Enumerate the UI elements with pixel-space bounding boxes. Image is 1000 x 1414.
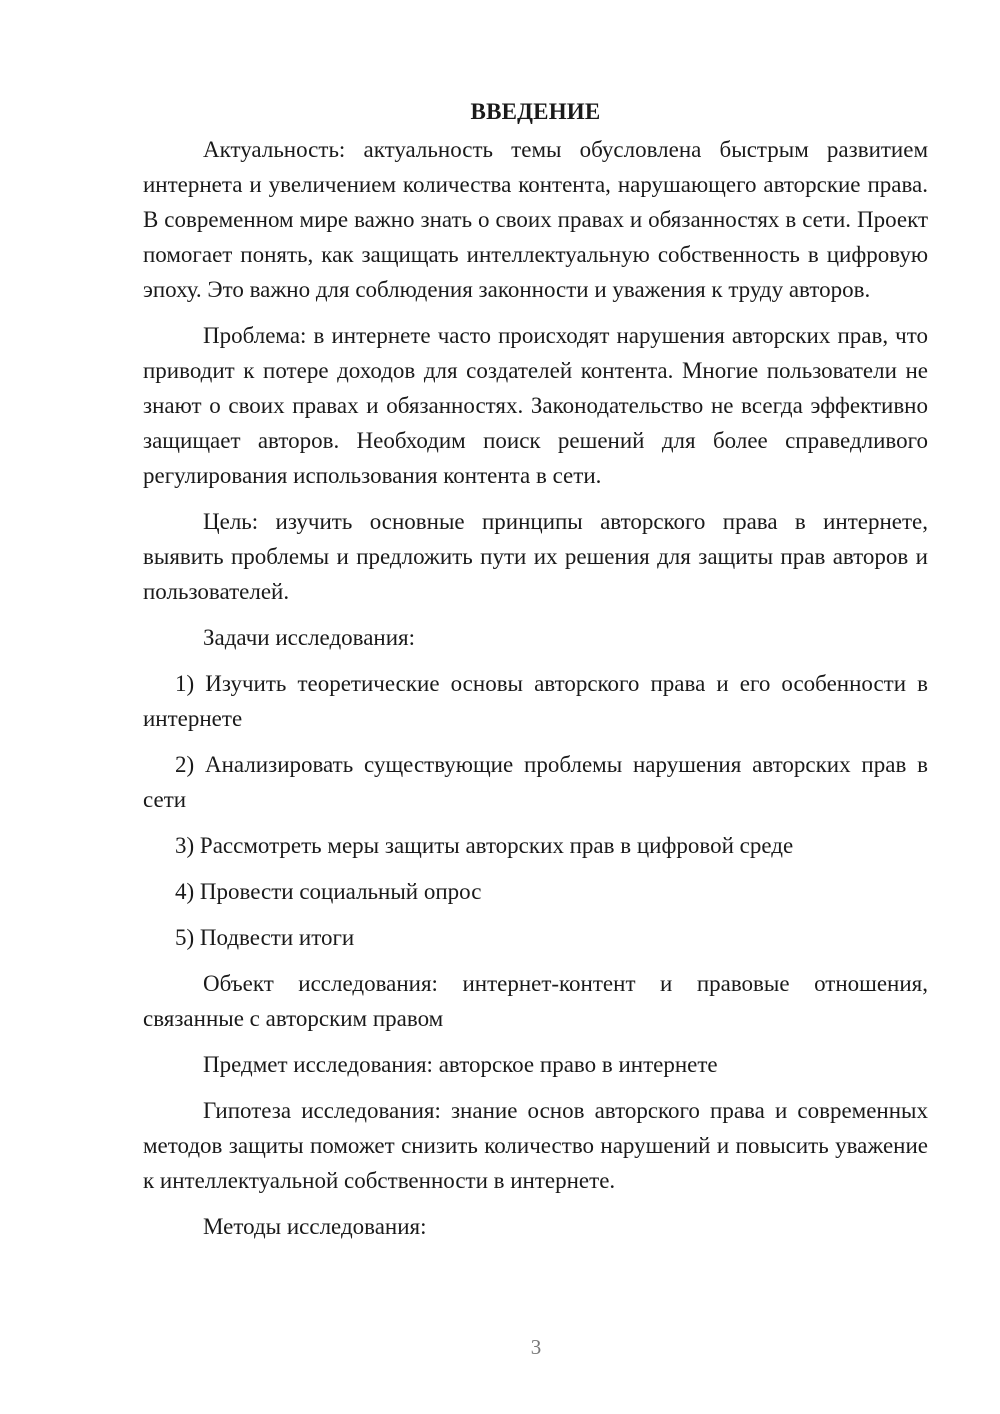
list-item-task-1: 1) Изучить теоретические основы авторского права и его особенности в интернете	[143, 671, 928, 731]
page-number: 3	[530, 1335, 542, 1359]
page-body	[143, 92, 928, 1244]
list-item-task-5: 5) Подвести итоги	[175, 925, 355, 950]
list-item-task-3: 3) Рассмотреть меры защиты авторских прав в цифровой среде	[175, 833, 794, 858]
paragraph-hypothesis: Гипотеза исследования: знание основ авторского права и современных методов защиты поможет снизить количество нарушений и повысить уважение к интеллектуальной собственности в интернете.	[143, 1098, 928, 1193]
paragraph-goal: Цель: изучить основные принципы авторского права в интернете, выявить проблемы и предложить пути их решения для защиты прав авторов и пользователей.	[143, 509, 928, 604]
list-item-task-2: 2) Анализировать существующие проблемы нарушения авторских прав в сети	[143, 752, 928, 812]
page-title: ВВЕДЕНИЕ	[470, 99, 601, 124]
paragraph-problem: Проблема: в интернете часто происходят нарушения авторских прав, что приводит к потере доходов для создателей контента. Многие пользователи не знают о своих правах и обязанностях. Законодательство не всегда эффективно защищает авторов. Необходим поиск решений для более справедливого регулирования использования контента в сети.	[143, 323, 928, 488]
paragraph-subject: Предмет исследования: авторское право в интернете	[203, 1052, 718, 1077]
paragraph-object: Объект исследования: интернет-контент и правовые отношения, связанные с авторским правом	[143, 971, 928, 1031]
paragraph-relevance: Актуальность: актуальность темы обусловлена быстрым развитием интернета и увеличением количества контента, нарушающего авторские права. В современном мире важно знать о своих правах и обязанностях в сети. Проект помогает понять, как защищать интеллектуальную собственность в цифровую эпоху. Это важно для соблюдения законности и уважения к труду авторов.	[143, 137, 928, 302]
list-item-task-4: 4) Провести социальный опрос	[175, 879, 482, 904]
paragraph-tasks-heading: Задачи исследования:	[203, 625, 416, 650]
paragraph-methods: Методы исследования:	[203, 1214, 427, 1239]
